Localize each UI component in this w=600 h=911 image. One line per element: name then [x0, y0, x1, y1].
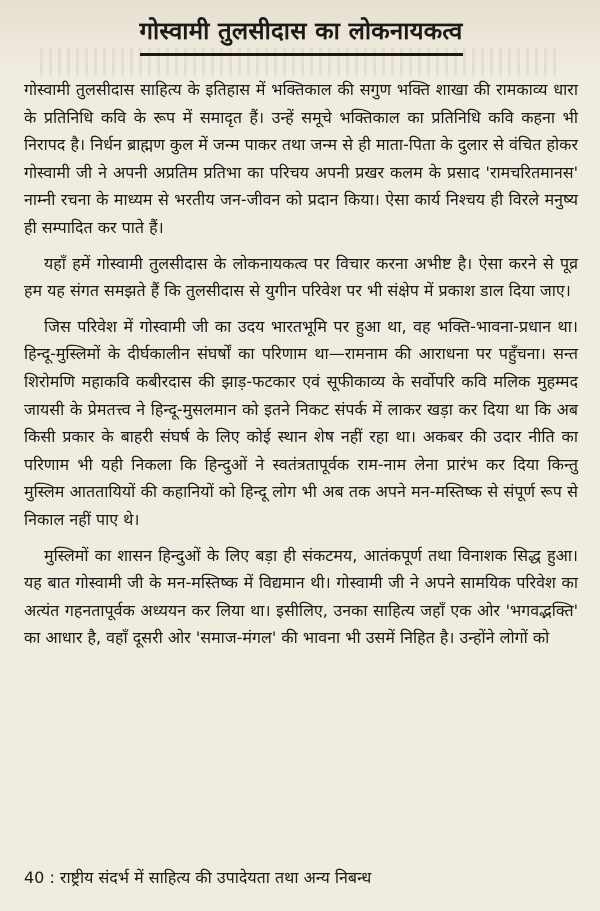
bleed-through-texture	[40, 48, 560, 76]
paragraph-4: मुस्लिमों का शासन हिन्दुओं के लिए बड़ा ही संकटमय, आतंकपूर्ण तथा विनाशक सिद्ध हुआ। यह बात गोस्वामी जी के मन-मस्तिष्क में विद्यमान थी। गोस्वामी जी ने अपने सामयिक परिवेश का अत्यंत गहनतापूर्वक अध्ययन कर लिया था। इसीलिए, उनका साहित्य जहाँ एक ओर 'भगवद्भक्ति' का आधार है, वहाँ दूसरी ओर 'समाज-मंगल' की भावना भी उसमें निहित है। उन्होंने लोगों को	[24, 545, 578, 648]
paragraph-3: जिस परिवेश में गोस्वामी जी का उदय भारतभूमि पर हुआ था, वह भक्ति-भावना-प्रधान था। हिन्दू-मुस्लिमों के दीर्घकालीन संघर्षों का परिणाम था—रामनाम की आराधना पर पहुँचना। सन्त शिरोमणि महाकवि कबीरदास की झाड़-फटकार एवं सूफीकाव्य के सर्वोपरि कवि मलिक मुहम्मद जायसी के प्रेमतत्त्व ने हिन्दू-मुसलमान को इतने निकट संपर्क में लाकर खड़ा कर दिया था कि अब किसी प्रकार के बाहरी संघर्ष के लिए कोई स्थान शेष नहीं रहा था। अकबर की उदार नीति का परिणाम भी यही निकला कि हिन्दुओं ने स्वतंत्रतापूर्वक राम-नाम लेना प्रारंभ कर दिया किन्तु मुस्लिम आततायियों की कहानियों को हिन्दू लोग भी अब तक अपने मन-मस्तिष्क से संपूर्ण रूप से निकाल नहीं पाए थे।	[24, 316, 578, 529]
page-footer: 40 : राष्ट्रीय संदर्भ में साहित्य की उपादेयता तथा अन्य निबन्ध	[24, 868, 372, 887]
chapter-title: गोस्वामी तुलसीदास का लोकनायकत्व	[140, 14, 463, 56]
paragraph-1: गोस्वामी तुलसीदास साहित्य के इतिहास में भक्तिकाल की सगुण भक्ति शाखा की रामकाव्य धारा के प्रतिनिधि कवि के रूप में समादृत हैं। उन्हें समूचे भक्तिकाल का प्रतिनिधि कवि कहना भी निरापद है। निर्धन ब्राह्मण कुल में जन्म पाकर तथा जन्म से ही माता-पिता के दुलार से वंचित होकर गोस्वामी जी ने अपनी अप्रतिम प्रतिभा का परिचय अपनी प्रखर कलम के प्रसाद 'रामचरितमानस' नाम्नी रचना के माध्यम से भरतीय जन-जीवन को प्रदान किया। ऐसा कार्य निश्चय ही विरले मनुष्य ही सम्पादित कर पाते हैं।	[24, 80, 578, 237]
body-text	[24, 76, 578, 652]
paragraph-2: यहाँ हमें गोस्वामी तुलसीदास के लोकनायकत्व पर विचार करना अभीष्ट है। ऐसा करने से पूव्र हम यह संगत समझते हैं कि तुलसीदास से युगीन परिवेश पर भी संक्षेप में प्रकाश डाल दिया जाए।	[24, 253, 578, 301]
